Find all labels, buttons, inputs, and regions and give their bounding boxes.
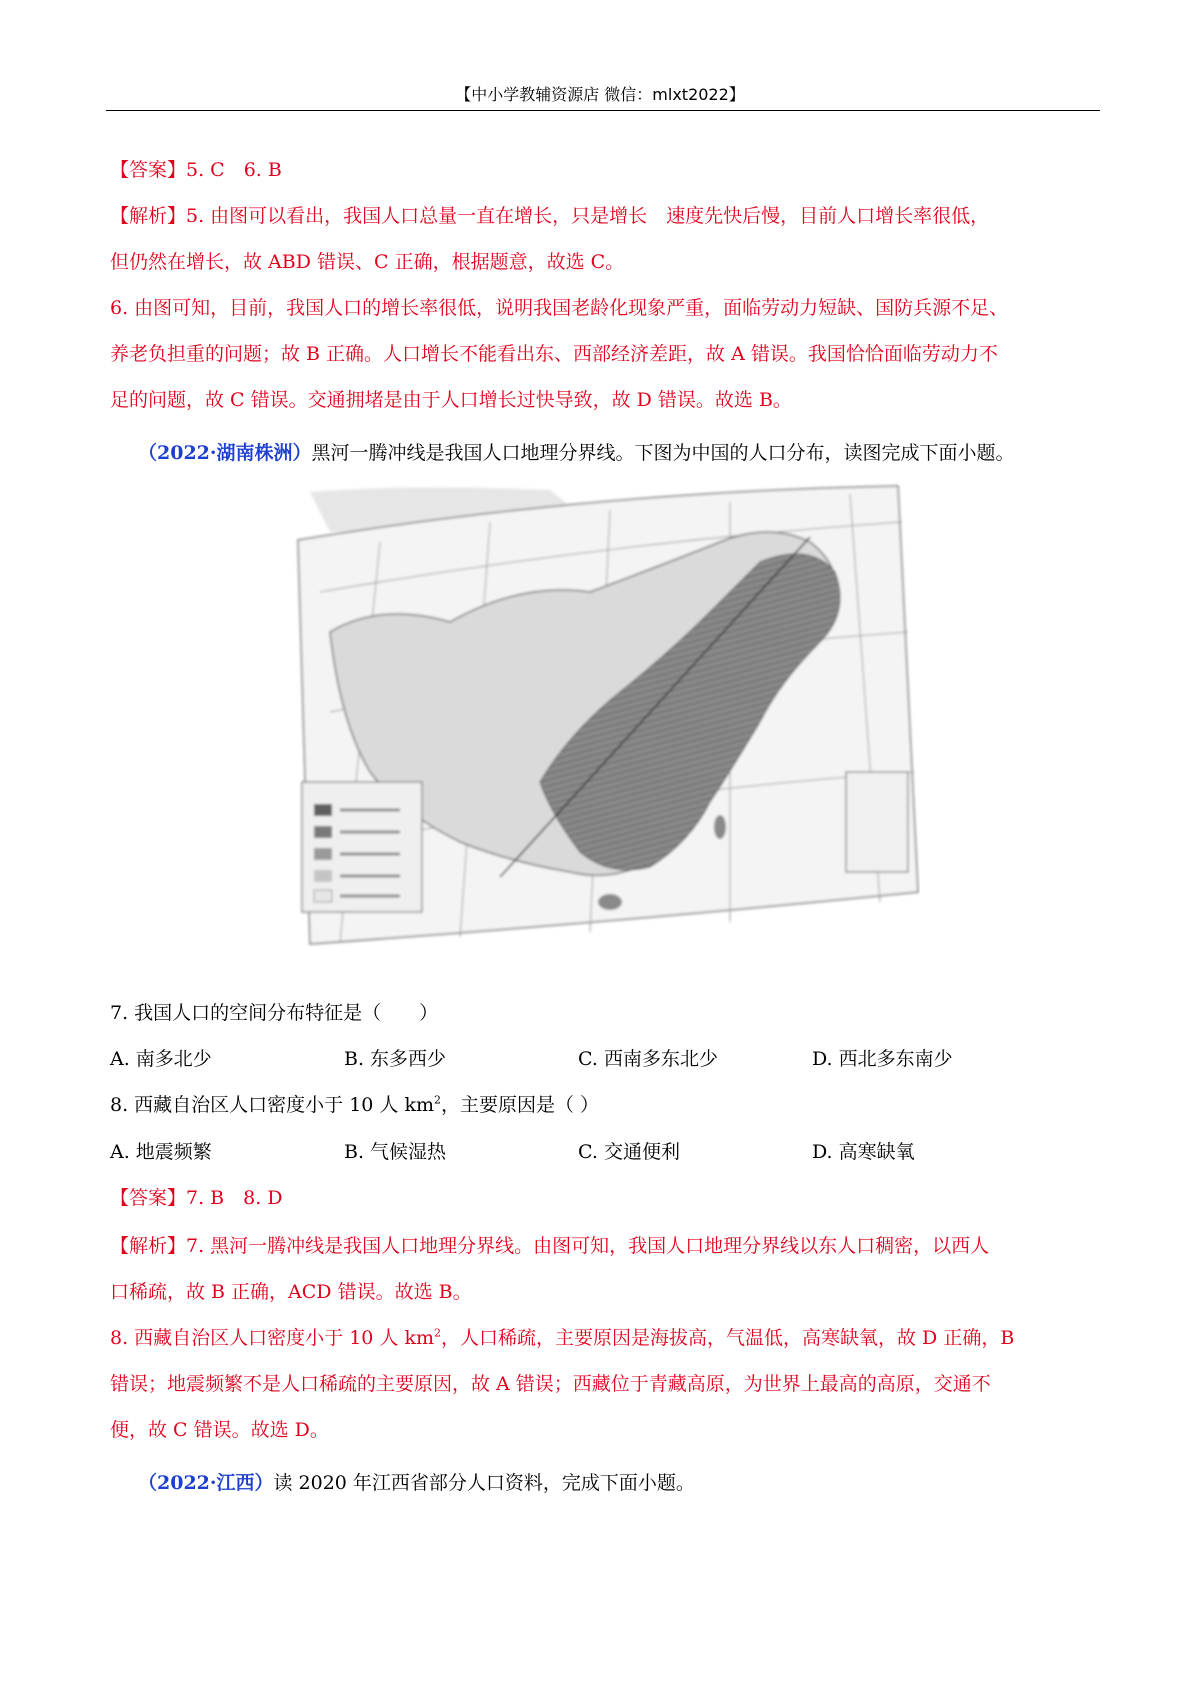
q8-option-c: C. 交通便利 xyxy=(578,1141,680,1163)
intro-text: 黑河一腾冲线是我国人口地理分界线。下图为中国的人口分布，读图完成下面小题。 xyxy=(311,442,1015,464)
q7-option-a: A. 南多北少 xyxy=(110,1048,212,1070)
china-population-map xyxy=(290,482,920,974)
header-rule xyxy=(106,110,1100,111)
analysis-7-line2: 口稀疏，故 B 正确，ACD 错误。故选 B。 xyxy=(110,1281,472,1303)
analysis-8-line1: 8. 西藏自治区人口密度小于 10 人 $km^2$，人口稀疏，主要原因是海拔高，气温低，高寒缺氧，故 D 正确，B xyxy=(110,1326,1015,1349)
q7-option-b: B. 东多西少 xyxy=(344,1048,447,1070)
q8-option-a: A. 地震频繁 xyxy=(110,1141,212,1163)
q7-option-c: C. 西南多东北少 xyxy=(578,1048,718,1070)
question-7-stem: 7. 我国人口的空间分布特征是（ ） xyxy=(110,1002,439,1024)
answer-5-6: 【答案】5. C 6. B xyxy=(110,159,282,181)
analysis-5-line2: 但仍然在增长，故 ABD 错误、C 正确，根据题意，故选 C。 xyxy=(110,251,625,273)
intro-text-jiangxi: 读 2020 年江西省部分人口资料，完成下面小题。 xyxy=(273,1472,695,1494)
page-header: 【中小学教辅资源店 微信：mlxt2022】 xyxy=(455,85,745,104)
analysis-6-line3: 足的问题，故 C 错误。交通拥堵是由于人口增长过快导致，故 D 错误。故选 B。 xyxy=(110,389,792,411)
analysis-5-line1: 【解析】5. 由图可以看出，我国人口总量一直在增长，只是增长 速度先快后慢，目前人口增长率很低， xyxy=(110,205,990,227)
analysis-6-line1: 6. 由图可知，目前，我国人口的增长率很低，说明我国老龄化现象严重，面临劳动力短缺、国防兵源不足、 xyxy=(110,297,1009,319)
question-8-stem: 8. 西藏自治区人口密度小于 10 人 $km^2$，主要原因是（ ） xyxy=(110,1093,600,1116)
q8-option-d: D. 高寒缺氧 xyxy=(812,1141,915,1163)
q8-option-b: B. 气候湿热 xyxy=(344,1141,447,1163)
analysis-8-line2: 错误；地震频繁不是人口稀疏的主要原因，故 A 错误；西藏位于青藏高原，为世界上最高的高原，交通不 xyxy=(110,1373,991,1395)
question-intro-jiangxi xyxy=(138,1470,695,1496)
source-tag: （2022·湖南株洲） xyxy=(138,442,312,464)
analysis-7-line1: 【解析】7. 黑河一腾冲线是我国人口地理分界线。由图可知，我国人口地理分界线以东人口稠密，以西人 xyxy=(110,1235,990,1257)
source-tag-jiangxi: （2022·江西） xyxy=(138,1472,274,1494)
q7-option-d: D. 西北多东南少 xyxy=(812,1048,953,1070)
answer-7-8: 【答案】7. B 8. D xyxy=(110,1187,283,1209)
analysis-6-line2: 养老负担重的问题；故 B 正确。人口增长不能看出东、西部经济差距，故 A 错误。我国恰恰面临劳动力不 xyxy=(110,343,998,365)
question-intro-zhuzhou xyxy=(138,440,1015,466)
analysis-8-line3: 便，故 C 错误。故选 D。 xyxy=(110,1419,329,1441)
